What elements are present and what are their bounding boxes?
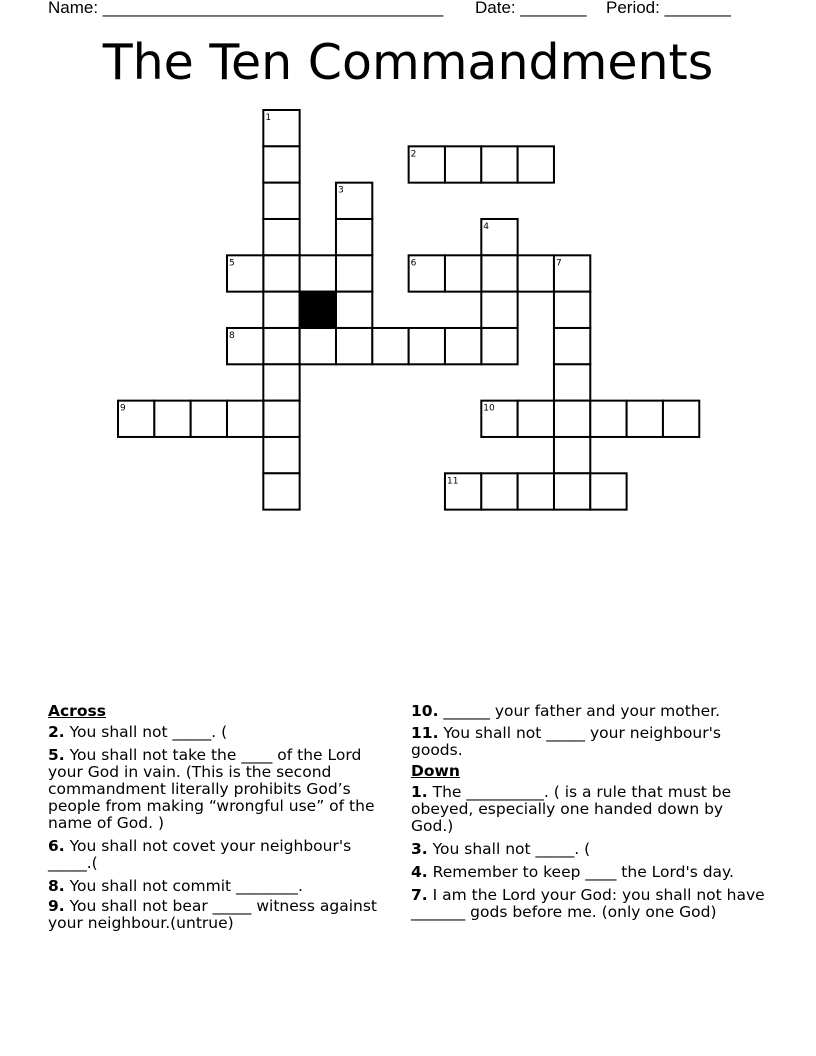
crossword-cell[interactable] — [154, 401, 190, 437]
crossword-cell[interactable] — [263, 255, 299, 291]
clue-number-2: 2 — [410, 149, 417, 160]
clue-number-8: 8 — [228, 330, 235, 341]
period-field-label[interactable]: Period: _______ — [606, 0, 731, 17]
crossword-cell[interactable] — [554, 364, 590, 400]
crossword-cell[interactable] — [300, 255, 336, 291]
crossword-cell[interactable] — [518, 473, 554, 509]
clue-across-9: 9. You shall not bear _____ witness against your neighbour.(untrue) — [48, 897, 377, 932]
crossword-cell[interactable] — [263, 183, 299, 219]
crossword-cell[interactable] — [263, 437, 299, 473]
crossword-cell[interactable] — [554, 292, 590, 328]
crossword-cell[interactable] — [554, 328, 590, 364]
date-field-label[interactable]: Date: _______ — [475, 0, 587, 17]
crossword-cell[interactable] — [336, 255, 372, 291]
clue-number-4: 4 — [483, 221, 490, 232]
clue-across-5: 5. You shall not take the ____ of the Lord your God in vain. (This is the second commandment literally prohibits God’s people from making “wrongful use” of the name of God. ) — [48, 746, 375, 832]
crossword-cell[interactable] — [409, 328, 445, 364]
clue-down-1: 1. The __________. ( is a rule that must be obeyed, especially one handed down by God.) — [411, 783, 732, 835]
crossword-cell[interactable] — [554, 401, 590, 437]
crossword-cell[interactable] — [554, 473, 590, 509]
crossword-cell[interactable] — [336, 292, 372, 328]
crossword-cell[interactable] — [263, 219, 299, 255]
crossword-block-cell — [300, 292, 336, 328]
clue-across-6: 6. You shall not covet your neighbour's _____.( — [48, 837, 352, 872]
crossword-cell[interactable] — [263, 473, 299, 509]
crossword-cell[interactable] — [372, 328, 408, 364]
crossword-cell[interactable] — [445, 255, 481, 291]
crossword-cell[interactable] — [263, 146, 299, 182]
clue-across-11: 11. You shall not _____ your neighbour's goods. — [411, 724, 721, 759]
across-heading: Across — [48, 702, 106, 720]
crossword-cell[interactable] — [300, 328, 336, 364]
crossword-cell[interactable] — [191, 401, 227, 437]
crossword-cell[interactable] — [518, 255, 554, 291]
crossword-cell[interactable] — [590, 401, 626, 437]
crossword-cell[interactable] — [263, 292, 299, 328]
crossword-cell[interactable] — [518, 146, 554, 182]
crossword-cell[interactable] — [481, 473, 517, 509]
clue-across-8: 8. You shall not commit ________. — [48, 877, 303, 895]
crossword-cell[interactable] — [481, 146, 517, 182]
crossword-cell[interactable] — [663, 401, 699, 437]
crossword-cell[interactable] — [227, 401, 263, 437]
crossword-cell[interactable] — [263, 364, 299, 400]
clue-number-1: 1 — [265, 113, 272, 123]
crossword-cell[interactable] — [445, 146, 481, 182]
name-field-label[interactable]: Name: ____________________________________ — [48, 0, 444, 17]
clue-number-7: 7 — [555, 258, 562, 269]
clue-down-4: 4. Remember to keep ____ the Lord's day. — [411, 863, 734, 881]
crossword-cell[interactable] — [263, 401, 299, 437]
crossword-cell[interactable] — [445, 328, 481, 364]
clue-number-5: 5 — [228, 258, 235, 269]
crossword-cell[interactable] — [336, 328, 372, 364]
crossword-cell[interactable] — [627, 401, 663, 437]
clue-number-3: 3 — [337, 185, 344, 196]
clue-across-10: 10. ______ your father and your mother. — [411, 702, 721, 720]
crossword-cell[interactable] — [518, 401, 554, 437]
crossword-cell[interactable] — [481, 292, 517, 328]
across-clues — [48, 703, 393, 938]
page-title: The Ten Commandments — [102, 34, 714, 91]
clue-number-6: 6 — [410, 258, 417, 269]
crossword-cell[interactable] — [336, 219, 372, 255]
clue-number-11: 11 — [446, 476, 459, 487]
crossword-cell[interactable] — [481, 255, 517, 291]
clue-number-10: 10 — [483, 403, 495, 414]
down-clues — [411, 703, 766, 927]
down-heading: Down — [411, 762, 460, 780]
clue-number-9: 9 — [120, 403, 126, 414]
crossword-cell[interactable] — [590, 473, 626, 509]
clue-across-2: 2. You shall not _____. ( — [48, 723, 228, 741]
crossword-cell[interactable] — [481, 328, 517, 364]
crossword-cell[interactable] — [554, 437, 590, 473]
clue-down-7: 7. I am the Lord your God: you shall not have _______ gods before me. (only one God) — [411, 886, 765, 921]
crossword-cell[interactable] — [263, 328, 299, 364]
clue-down-3: 3. You shall not _____. ( — [411, 840, 591, 858]
